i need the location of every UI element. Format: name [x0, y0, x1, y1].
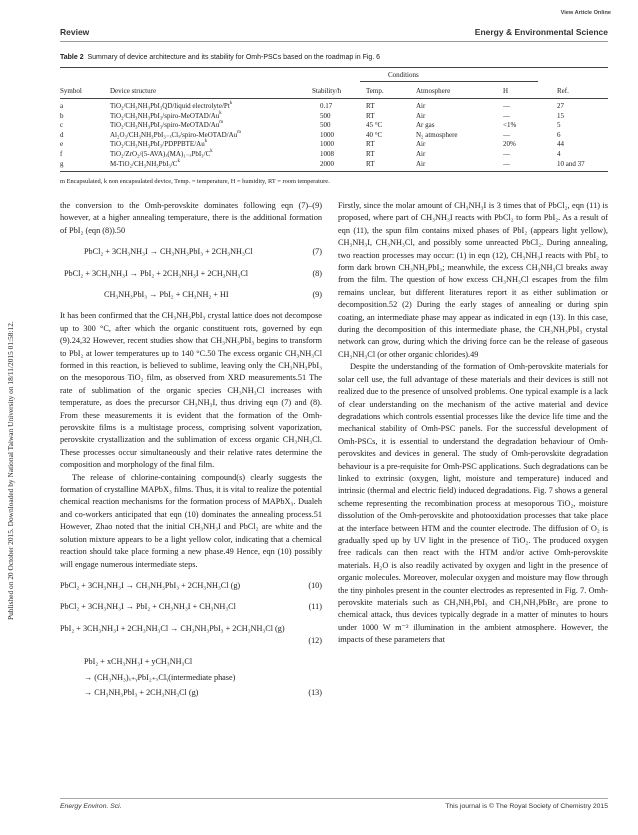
table-cell-text: 15 [557, 111, 564, 120]
table-cell-text: f [60, 150, 63, 158]
equation-13-part-2: → (CH₃NH₃)ₓ₊ᵧPbI₂₊ₓClᵧ(intermediate phase) [84, 672, 236, 682]
table-cell-temperature [366, 140, 375, 149]
table-caption [60, 54, 608, 61]
table-cell-stability [320, 121, 331, 130]
table-cell-reference [557, 150, 561, 159]
equation-13-line-1 [60, 656, 322, 668]
left-paragraph-1: the conversion to the Omh-perovskite dominates following eqn (7)–(9) however, at a higher annealing temperature, there is the additional formation of PbI₂ (eqn (8)).50 [60, 201, 322, 235]
equation-11 [60, 601, 322, 613]
table-cell-stability [320, 160, 334, 169]
table-cell-text: b [60, 111, 64, 120]
right-column [338, 200, 608, 647]
table-caption-label: Table 2 [60, 54, 84, 61]
equation-8 [60, 268, 322, 280]
table-cell-text: — [503, 159, 510, 168]
table-cell-text: 6 [557, 130, 561, 139]
table-cell-atmosphere [416, 140, 425, 149]
equation-12 [60, 623, 322, 635]
table-cell-text: 40 °C [366, 130, 383, 139]
view-article-online-link[interactable]: View Article Online [560, 10, 611, 16]
equation-13-line-3 [60, 687, 322, 699]
table-footnote-marker: k [204, 139, 208, 145]
equation-9 [60, 289, 322, 301]
table-cell-text: g [60, 159, 64, 168]
table-cell-text: Air [416, 150, 426, 158]
table-cell-text: 27 [557, 102, 564, 110]
conditions-rule [360, 81, 538, 82]
table-cell-text: c [60, 121, 64, 130]
journal-name: Energy & Environmental Science [474, 27, 608, 37]
table-cell-text: TiO₂/CH₃NH₃PbI₃/spiro-MeOTAD/Au [110, 111, 220, 120]
column-header-symbol: Symbol [60, 87, 82, 95]
table-cell-symbol [60, 112, 64, 121]
table-cell-text: RT [366, 111, 375, 120]
table-cell-text: Air [416, 159, 426, 168]
conditions-header: Conditions [388, 71, 419, 79]
table-cell-atmosphere [416, 102, 425, 111]
table-cell-symbol [60, 102, 63, 111]
table-cell-text: TiO₂/ZrO₂/(5-AVA)ₓ(MA)₁₋ₓPbI₃/C [110, 150, 211, 158]
table-cell-reference [557, 121, 561, 130]
table-cell-humidity [503, 131, 510, 140]
right-paragraph-2: Despite the understanding of the formation of Omh-perovskite materials for solar cell use, the full advantage of these materials and their devices is still not realized due to the presence of unsolved problems. One typical example is a lack of clear understanding on the mechanism of the active material and device degradations which controls essential processes like the device life time and the mechanical stability of Omh-PSC panels. For the successful development of Omh-PSCs, it is essential to understand the degradation behaviour of Omh-perovskites and devices in general. The study of Omh-perovskite degradation behaviour is a pre-requisite for Omh-PSC applications. Such degradations can be linked to extrinsic (oxygen, light, moisture and temperature) induced and intrinsic (thermal and electric field) induced degradations. Fig. 7 shows a general scheme representing the recombination process at mesoporous TiO₂, moisture dissolution of the Omh-perovskite and photooxidation processes that take place at the interface between HTM and the counter electrode. The diffusion of O₂ is gradually sped up by UV light in the presence of TiO₂. The produced oxygen free radicals can then react with the HTM and/or active Omh-perovskite materials. H₂O is also readily activated by oxygen and light in the presence of organic molecules. Moreover, molecular oxygen and moisture may flow through the tiny pinholes present in the counter electrodes as represented in Fig. 7. Omh-perovskite materials such as CH₃NH₃PbI₃ and CH₃NH₃PbBr₃ are prone to chemical attack, thus devices typically degrade in a matter of minutes to hours under 1000 W m⁻² illumination in the ambient atmosphere. However, the impacts of these parameters that [338, 362, 608, 645]
table-cell-text: d [60, 130, 64, 139]
table-cell-atmosphere [416, 112, 425, 121]
table-cell-text: 1008 [320, 150, 334, 158]
equation-12-number: (12) [308, 636, 322, 646]
equation-13-part-3: → CH₃NH₃PbI₃ + 2CH₃NH₃Cl (g) [84, 688, 199, 698]
table-footnote-marker: k [219, 110, 222, 116]
table-cell-text: — [503, 111, 510, 120]
table-cell-temperature [366, 131, 382, 140]
table-cell-text: 500 [320, 111, 331, 120]
equation-7 [60, 246, 322, 258]
right-paragraph-1: Firstly, since the molar amount of CH₃NH₃I is 3 times that of PbCl₂, eqn (11) is proposed, where part of CH₃NH₃I reacts with PbCl₂ to form PbI₂. As a result of eqn (11), the spun film contains mixed phases of PbI₂ (appears light yellow), CH₃NH₃I, CH₃NH₃Cl, and possibly some unreacted PbCl₂. During annealing, two reaction processes may occur: (1) in eqn (12), CH₃NH₃I reacts with PbI₂ to form dark brown CH₃NH₃PbI₃; meanwhile, the excess CH₃NH₃Cl breaks away from the film. The question of how excess CH₃NH₃Cl escapes from the film remains unclear, but different literatures report it as either sublimation or decomposition.52 (2) During the early stages of annealing or during spin coating, an intermediate phase may appear as indicated in eqn (13). In this case, during the decomposition of this intermediate phase, the CH₃NH₃PbI₃ crystal network can grow, during which the driving force can be the release of gaseous CH₃NH₃Cl (or other organic chlorides).49 [338, 201, 608, 359]
table-cell-atmosphere [416, 131, 458, 140]
table-cell-text: Air [416, 111, 426, 120]
table-cell-text: — [503, 102, 510, 110]
table-cell-symbol [60, 160, 64, 169]
column-header-temperature: Temp. [366, 87, 384, 95]
table-cell-symbol [60, 140, 63, 149]
column-header-humidity: H [503, 87, 509, 95]
table-cell-symbol [60, 150, 62, 159]
table-cell-device-structure [110, 121, 223, 130]
table-cell-device-structure [110, 112, 222, 121]
footer-divider [60, 798, 608, 799]
table-cell-atmosphere [416, 160, 425, 169]
equation-10-number: (10) [308, 580, 322, 590]
table-cell-text: 5 [557, 121, 561, 130]
table-cell-stability [320, 112, 331, 121]
equation-11-number: (11) [308, 602, 322, 612]
table-cell-text: 1000 [320, 130, 334, 139]
table-cell-temperature [366, 160, 375, 169]
table-cell-text: TiO₂/CH₃NH₃PbI₃QD/liquid electrolyte/Pt [110, 102, 230, 110]
column-header-stability: Stability/h [312, 87, 342, 95]
left-column [60, 200, 322, 700]
table-cell-device-structure [110, 140, 207, 149]
table-footnote-marker: k [210, 149, 213, 154]
equation-12-body: PbI₂ + 3CH₃NH₃I + 2CH₃NH₃Cl → CH₃NH₃PbI₃ + 2CH₃NH₃Cl (g) [60, 623, 285, 633]
table-cell-text: 2000 [320, 159, 334, 168]
table-cell-temperature [366, 112, 375, 121]
table-cell-stability [320, 131, 334, 140]
table-cell-temperature [366, 150, 375, 159]
equation-8-body: PbCl₂ + 3CH₃NH₃I → PbI₂ + 2CH₃NH₃I + 2CH₃NH₃Cl [64, 268, 249, 278]
table-cell-text: 10 and 37 [557, 159, 585, 168]
equation-9-number: (9) [312, 290, 322, 299]
table-cell-text: RT [366, 150, 375, 158]
table-cell-humidity [503, 112, 510, 121]
table-cell-atmosphere [416, 121, 434, 130]
table-cell-text: — [503, 130, 510, 139]
table-cell-text: — [503, 150, 510, 158]
table-footnote-marker: m [219, 120, 224, 126]
footer-journal: Energy Environ. Sci. [60, 803, 122, 810]
table-cell-text: Ar gas [416, 121, 435, 130]
column-header-device-structure: Device structure [110, 87, 157, 95]
table-cell-text: e [60, 140, 64, 149]
equation-11-body: PbCl₂ + 3CH₃NH₃I → PbI₂ + CH₃NH₃I + CH₃NH₃Cl [60, 602, 236, 612]
table-cell-device-structure [110, 150, 213, 159]
table-cell-text: 45 °C [366, 121, 383, 130]
footer-copyright: This journal is © The Royal Society of Chemistry 2015 [445, 803, 608, 810]
equation-13-part-1: PbI₂ + xCH₃NH₃I + yCH₃NH₃Cl [84, 657, 193, 667]
table-cell-text: M-TiO₂/CH₃NH₃PbI₃/C [110, 159, 178, 168]
table-cell-humidity [503, 121, 516, 130]
table-cell-text: TiO₂/CH₃NH₃PbI₃/spiro-MeOTAD/Au [110, 121, 220, 130]
download-notice-text: Published on 20 October 2015. Downloaded by National Taiwan University on 18/11/2015 01:58:12. [6, 321, 15, 620]
equation-9-body: CH₃NH₃PbI₃ → PbI₂ + CH₃NH₂ + HI [104, 290, 229, 299]
table-cell-text: 1000 [320, 140, 334, 149]
table-cell-humidity [503, 150, 510, 159]
table-cell-device-structure [110, 102, 232, 111]
table-cell-text: 20% [503, 140, 516, 149]
table-footnote-marker: m [237, 129, 241, 135]
table-cell-text: N₂ atmosphere [416, 130, 458, 139]
table-cell-atmosphere [416, 150, 425, 159]
table-top-rule [60, 67, 608, 68]
table-cell-text: Air [416, 102, 426, 110]
table-cell-text: <1% [503, 121, 517, 130]
equation-10 [60, 580, 322, 592]
header-divider [60, 41, 608, 42]
column-header-reference: Ref. [557, 87, 569, 95]
download-notice [6, 120, 15, 620]
table-cell-reference [557, 140, 564, 149]
column-header-atmosphere: Atmosphere [416, 87, 451, 95]
table-cell-humidity [503, 160, 510, 169]
table-cell-reference [557, 102, 564, 111]
table-caption-text: Summary of device architecture and its stability for Omh-PSCs based on the roadmap in Fig. 6 [87, 54, 381, 61]
left-paragraph-2: It has been confirmed that the CH₃NH₃PbI₃ crystal lattice does not decompose up to 300 °C, after which the organic constituent rots, governed by eqn (9).24,32 However, recent studies show that CH₃NH₃PbI₃ begins to transform to PbI₂ at lower temperatures up to 140 °C.50 The excess organic CH₃NH₃Cl formed in this reaction, is believed to sublime, leaving only the CH₃NH₃PbI₃ on the mesoporous TiO₂ film, as observed from XRD measurements.51 The rate of sublimation of the organic species CH₃NH₃Cl increases with temperature, as does the precursor CH₃NH₃I, thus driving eqn (7) and (8). From these measurements it is evident that the formation of the Omh-perovskite films is a multistage process, comprising solvent vaporization, perovskite crystallization and the sublimation of excess organic CH₃NH₃Cl. These processes occur simultaneously and their relative rates determine the composition and morphology of the final film. [60, 311, 322, 470]
equation-7-number: (7) [312, 247, 322, 257]
table-cell-text: 0.17 [320, 102, 333, 110]
section-label: Review [60, 27, 90, 37]
table-cell-stability [320, 102, 332, 111]
table-cell-reference [557, 131, 561, 140]
table-cell-temperature [366, 102, 375, 111]
table-cell-text: Al₂O₃/CH₃NH₃PbI₃₋ₓClₓ/spiro-MeOTAD/Au [110, 130, 238, 139]
table-cell-stability [320, 140, 334, 149]
table-cell-symbol [60, 121, 63, 130]
table-cell-symbol [60, 131, 64, 140]
table-cell-text: RT [366, 140, 375, 149]
table-cell-temperature [366, 121, 382, 130]
left-paragraph-3: The release of chlorine-containing compound(s) clearly suggests the formation of crystalline MAPbX₃ films. Thus, it is vital to realize the potential chemical reaction mechanisms for the formation process of MAPbX₃. Dualeh and co-workers anticipated that eqn (10) dominates the annealing process.51 However, Zhao noted that the initial CH₃NH₃I and PbCl₂ are white and the solution mixture appears to be a light yellow color, indicating that a chemical reaction should take place forming a new phase.49 Hence, eqn (10) possibly will engage numerous intermediate steps. [60, 472, 322, 569]
table-cell-device-structure [110, 160, 180, 169]
equation-13-line-2 [60, 672, 322, 684]
table-cell-stability [320, 150, 334, 159]
table-cell-text: a [60, 102, 64, 110]
equation-12-number-row [60, 635, 322, 647]
equation-10-body: PbCl₂ + 3CH₃NH₃I → CH₃NH₃PbI₃ + 2CH₃NH₃Cl (g) [60, 580, 241, 590]
table-cell-text: RT [366, 159, 375, 168]
table-cell-reference [557, 160, 585, 169]
equation-7-body: PbCl₂ + 3CH₃NH₃I → CH₃NH₃PbI₃ + 2CH₃NH₃Cl [84, 247, 253, 257]
table-footnote-marker: k [177, 158, 180, 164]
table-cell-text: 500 [320, 121, 331, 130]
table-cell-device-structure [110, 131, 241, 140]
table-header-rule [60, 98, 608, 99]
equation-8-number: (8) [312, 268, 322, 278]
table-cell-text: 4 [557, 150, 561, 158]
table-cell-text: RT [366, 102, 375, 110]
table-footnote: m Encapsulated, k non encapsulated device, Temp. = temperature, H = humidity, RT = room temperature. [60, 178, 330, 185]
table-cell-reference [557, 112, 564, 121]
table-footnote-marker: k [229, 101, 233, 106]
table-cell-text: TiO₂/CH₃NH₃PbI₃/PDPPBTE/Au [110, 140, 205, 149]
table-bottom-rule [60, 171, 608, 172]
table-cell-text: 44 [557, 140, 564, 149]
table-cell-humidity [503, 140, 516, 149]
table-cell-text: Air [416, 140, 426, 149]
table-cell-humidity [503, 102, 510, 111]
equation-13-number: (13) [308, 688, 322, 698]
